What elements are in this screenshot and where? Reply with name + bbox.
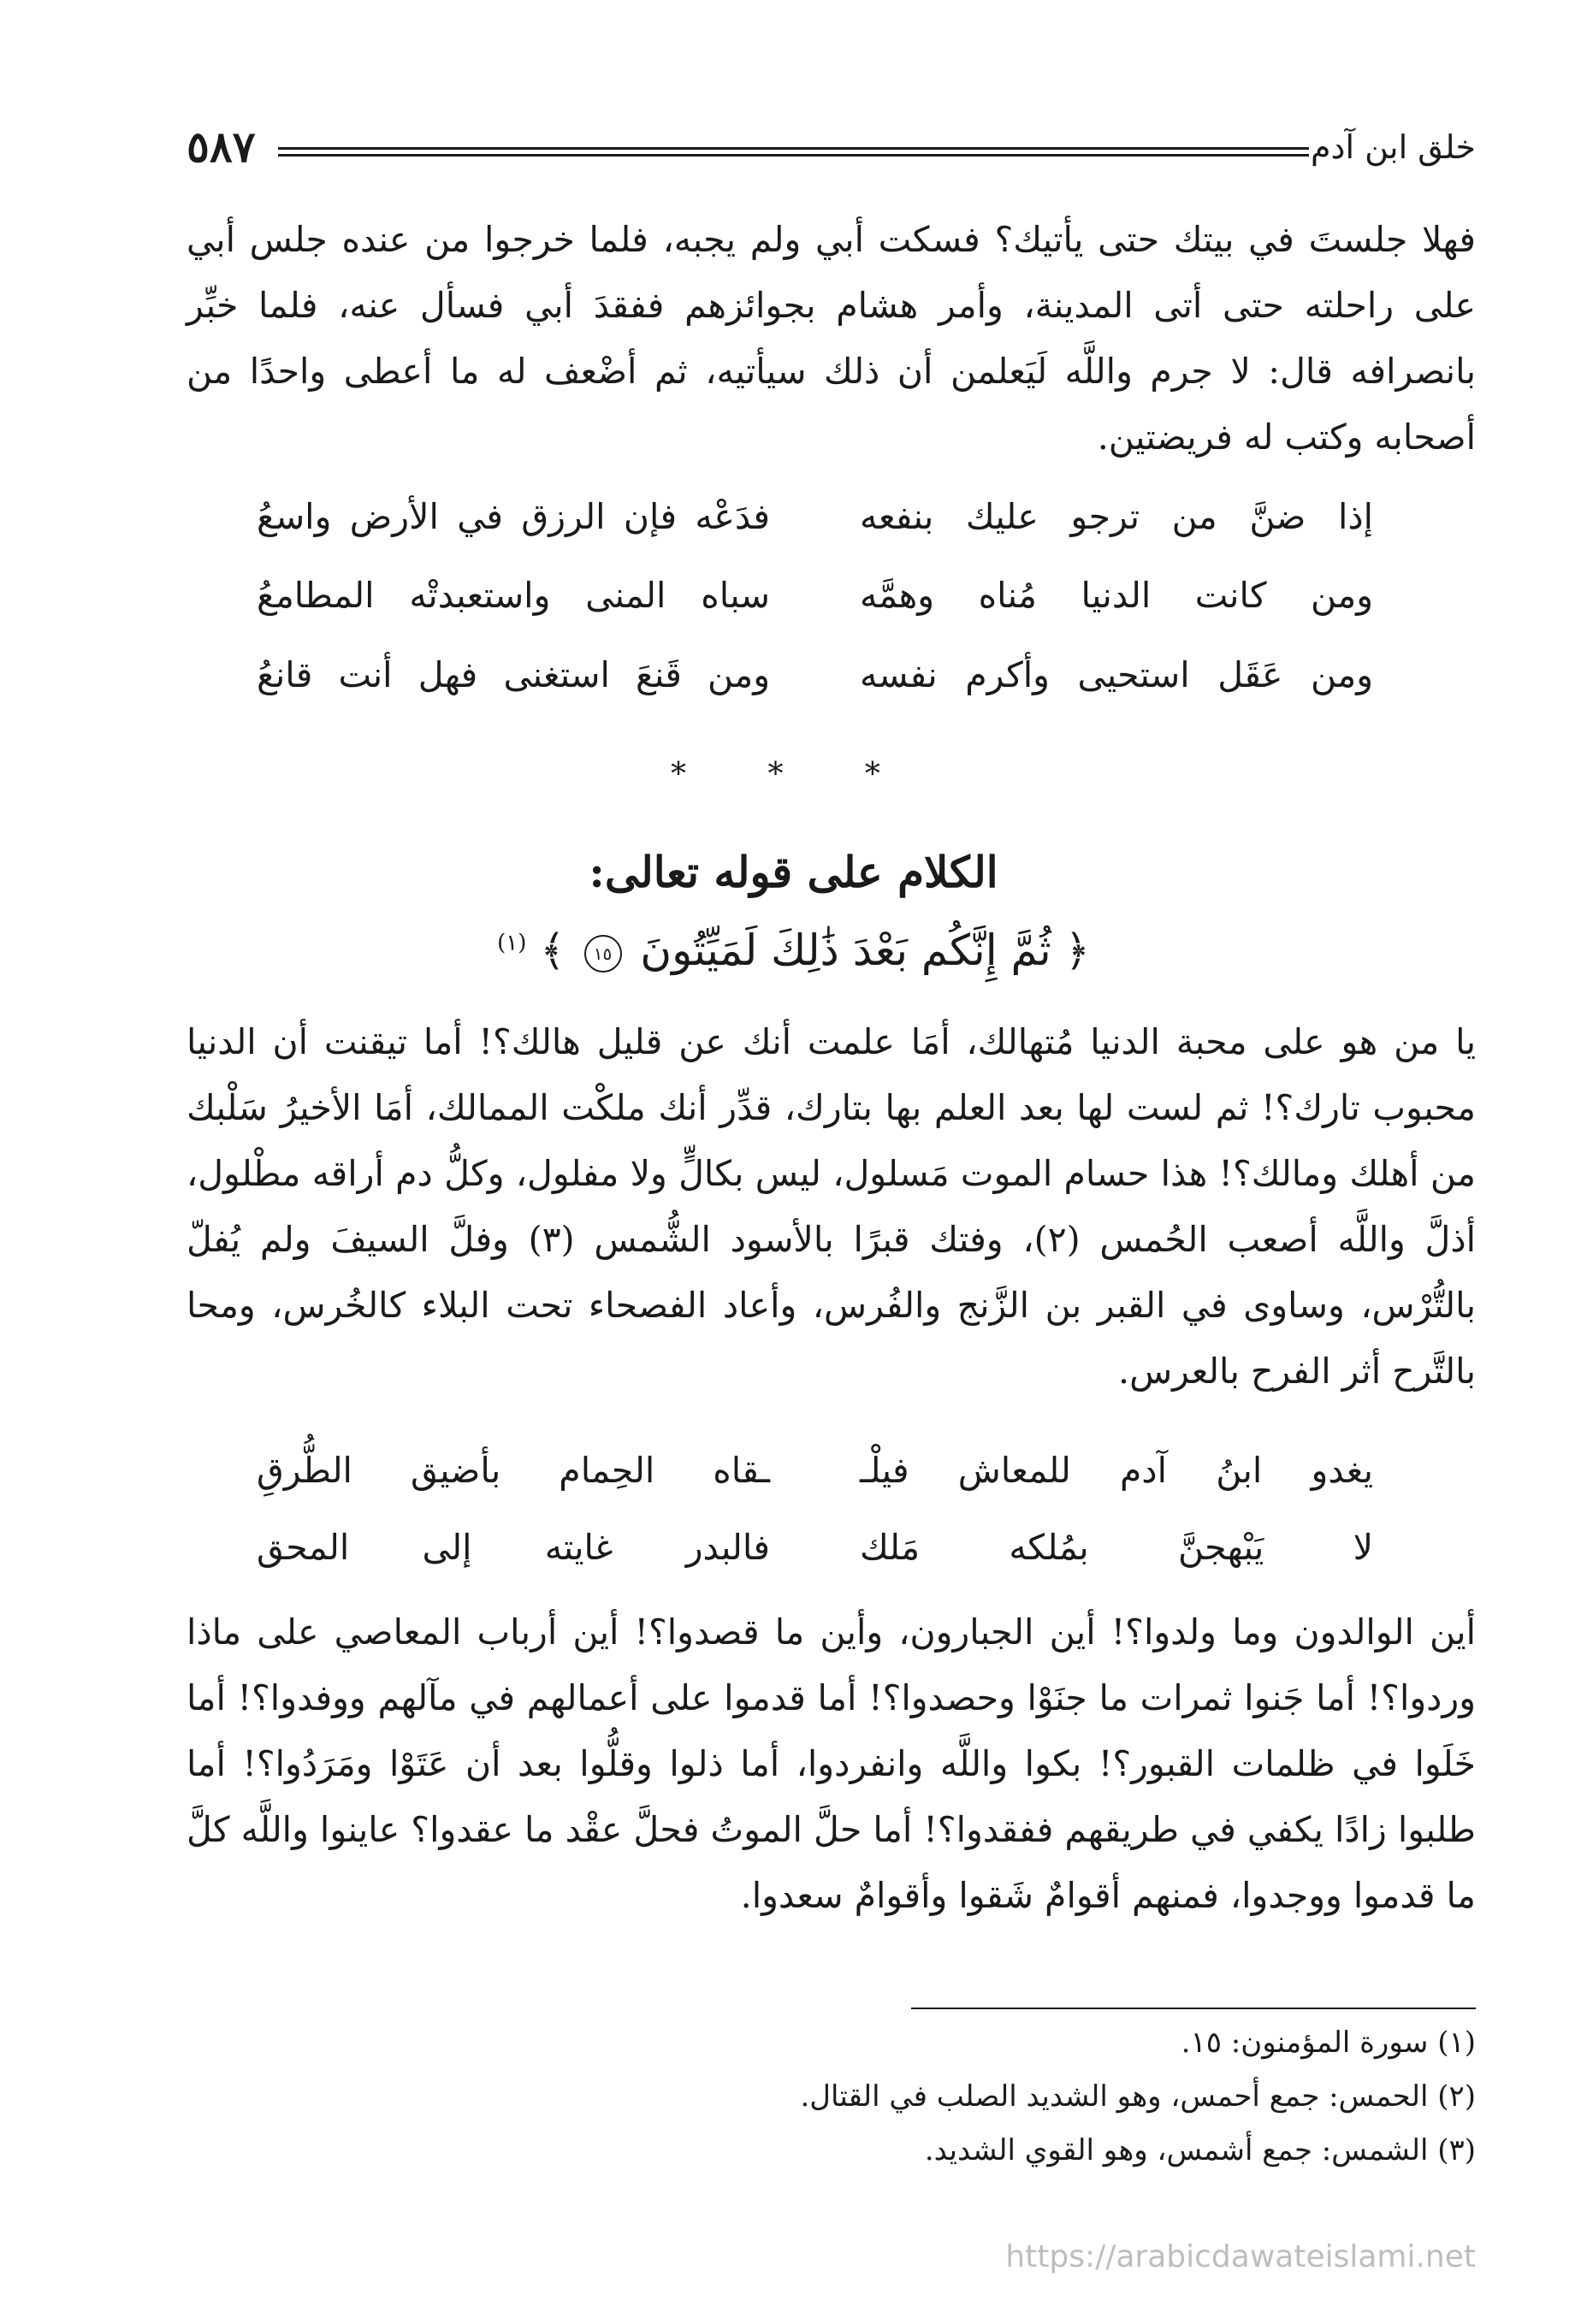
verse-first-hemistich: يغدو ابنُ آدم للمعاش فيلْـ: [860, 1450, 1373, 1491]
footnote-1: (١) سورة المؤمنون: ١٥.: [1181, 2025, 1476, 2060]
verse-first-hemistich: لا يَبْهجنَّ بمُلكه مَلك: [860, 1527, 1373, 1568]
body-paragraph-3: أين الوالدون وما ولدوا؟! أين الجبارون، وأين ما قصدوا؟! أين أرباب المعاصي على ماذا وردوا؟! أما جَنوا ثمرات ما جنَوْا وحصدوا؟! أما قدموا على أعمالهم في مآلهم ووفدوا؟! أما خَلَوا في ظلمات القبور؟! بكوا واللَّه وانفردوا، أما ذلوا وقلُّوا بعد أن عَتَوْا ومَرَدُوا؟! أما طلبوا زادًا يكفي في طريقهم ففقدوا؟! أما حلَّ الموتُ فحلَّ عقْد ما عقدوا؟ عاينوا واللَّه كلَّ ما قدموا ووجدوا، فمنهم أقوامٌ شَقوا وأقوامٌ سعدوا.: [187, 1611, 1476, 1917]
running-header-title: خلق ابن آدم: [1311, 128, 1476, 166]
verse-first-hemistich: ومن عَقَل استحيى وأكرم نفسه: [860, 654, 1373, 695]
verse-first-hemistich: إذا ضنَّ من ترجو عليك بنفعه: [860, 496, 1373, 537]
poem-verse: [0, 1527, 1587, 1595]
header-rule-bottom: [278, 154, 1309, 157]
ornate-bracket-open: ﴿: [1064, 925, 1090, 975]
verse-second-hemistich: سباه المنى واستعبدتْه المطامعُ: [257, 575, 770, 616]
verse-first-hemistich: ومن كانت الدنيا مُناه وهمَّه: [860, 575, 1373, 616]
source-watermark: https://arabicdawateislami.net: [1005, 2239, 1476, 2274]
poem-verse: [0, 1450, 1587, 1518]
poem-verse: [0, 496, 1587, 565]
ayah-number-marker: ١٥: [584, 935, 622, 973]
footnote-divider: [911, 2008, 1476, 2009]
verse-second-hemistich: فالبدر غايته إلى المحق: [257, 1527, 770, 1568]
footnote-2: (٢) الحمس: جمع أحمس، وهو الشديد الصلب في القتال.: [800, 2079, 1476, 2114]
poem-verse: [0, 654, 1587, 723]
quran-verse: [0, 925, 1587, 975]
ayah-text: ثُمَّ إِنَّكُم بَعْدَ ذَٰلِكَ لَمَيِّتُونَ: [640, 925, 1051, 975]
footnote-3: (٣) الشمس: جمع أشمس، وهو القوي الشديد.: [924, 2133, 1476, 2167]
poem-verse: [0, 575, 1587, 643]
section-heading: الكلام على قوله تعالى:: [589, 847, 998, 897]
ornate-bracket-close: ﴾: [540, 925, 566, 975]
header-rule-top: [278, 147, 1309, 150]
verse-second-hemistich: فدَعْه فإن الرزق في الأرض واسعُ: [257, 496, 770, 537]
footnote-ref: (١): [497, 930, 527, 956]
body-paragraph-1: فهلا جلستَ في بيتك حتى يأتيك؟ فسكت أبي ولم يجبه، فلما خرجوا من عنده جلس أبي على راحلته حتى أتى المدينة، وأمر هشام بجوائزهم ففقدَ أبي فسأل عنه، فلما خبِّر بانصرافه قال: لا جرم واللَّه لَيَعلمن أن ذلك سيأتيه، ثم أضْعف له ما أعطى واحدًا من أصحابه وكتب له فريضتين.: [187, 219, 1476, 458]
section-separator: * * *: [671, 757, 916, 792]
page-number: ٥٨٧: [187, 121, 256, 172]
body-paragraph-2: يا من هو على محبة الدنيا مُتهالك، أمَا علمت أنك عن قليل هالك؟! أما تيقنت أن الدنيا محبوب تارك؟! ثم لست لها بعد العلم بها بتارك، قدِّر أنك ملكْت الممالك، أمَا الأخيرُ سَلْبك من أهلك ومالك؟! هذا حسام الموت مَسلول، ليس بكالٍّ ولا مفلول، وكلُّ دم أراقه مطْلول، أذلَّ واللَّه أصعب الحُمس (٢)، وفتك قبرًا بالأسود الشُّمس (٣) وفلَّ السيفَ ولم يُفلّ بالتُّرْس، وساوى في القبر بن الزَّنج والفُرس، وأعاد الفصحاء تحت البلاء كالخُرس، ومحا بالتَّرح أثر الفرح بالعرس.: [187, 1021, 1476, 1393]
verse-second-hemistich: ومن قَنعَ استغنى فهل أنت قانعُ: [257, 654, 770, 695]
verse-second-hemistich: ـقاه الحِمام بأضيق الطُّرقِ: [257, 1450, 770, 1491]
